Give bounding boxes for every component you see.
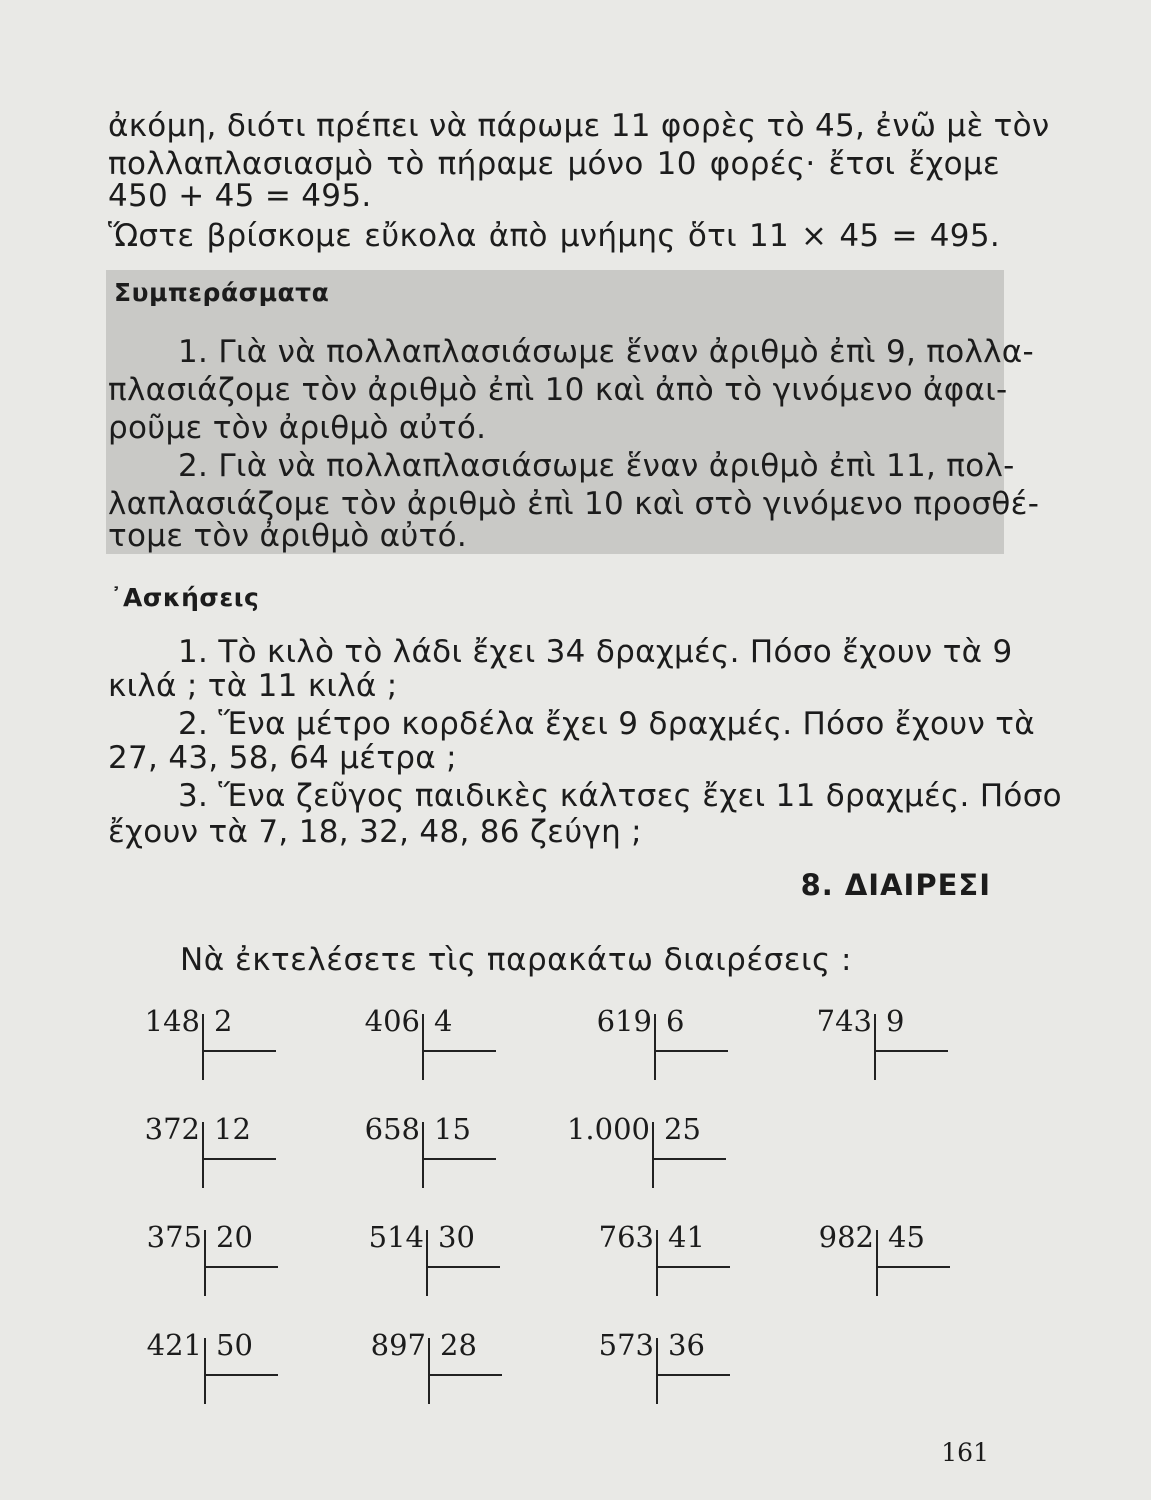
divisor: 15 xyxy=(434,1112,471,1146)
conclusion-1-line-3: ροῦμε τὸν ἀριθμὸ αὐτό. xyxy=(108,410,487,446)
dividend: 372 xyxy=(144,1112,200,1146)
dividend: 1.000 xyxy=(566,1112,650,1146)
division-problem xyxy=(354,1328,534,1408)
division-bar-horizontal xyxy=(430,1374,502,1376)
dividend: 375 xyxy=(146,1220,202,1254)
intro-line-1: ἀκόμη, διότι πρέπει νὰ πάρωμε 11 φορὲς τὸ 45, ἐνῶ μὲ τὸν xyxy=(108,108,1050,144)
division-problem xyxy=(352,1220,532,1300)
division-bar-horizontal xyxy=(428,1266,500,1268)
division-problem xyxy=(130,1328,310,1408)
division-bar-horizontal xyxy=(424,1050,496,1052)
divisor: 2 xyxy=(214,1004,233,1038)
division-problem xyxy=(566,1112,758,1192)
division-problem xyxy=(348,1112,528,1192)
division-bar-vertical xyxy=(652,1122,654,1188)
division-problem xyxy=(130,1220,310,1300)
division-bar-vertical xyxy=(654,1014,656,1080)
dividend: 743 xyxy=(816,1004,872,1038)
conclusion-2-line-2: λαπλασιάζομε τὸν ἀριθμὸ ἐπὶ 10 καὶ στὸ γινόμενο προσθέ- xyxy=(108,486,1040,522)
division-problem xyxy=(128,1112,308,1192)
exercise-2-line-2: 27, 43, 58, 64 μέτρα ; xyxy=(108,740,457,776)
division-bar-horizontal xyxy=(206,1374,278,1376)
exercises-title: ᾿Ασκήσεις xyxy=(110,583,260,612)
division-bar-vertical xyxy=(202,1014,204,1080)
division-bar-vertical xyxy=(202,1122,204,1188)
divisor: 25 xyxy=(664,1112,701,1146)
exercise-3-line-2: ἔχουν τὰ 7, 18, 32, 48, 86 ζεύγη ; xyxy=(108,814,642,850)
division-bar-horizontal xyxy=(876,1050,948,1052)
divisor: 41 xyxy=(668,1220,705,1254)
division-problem xyxy=(800,1004,980,1084)
division-problem xyxy=(802,1220,982,1300)
division-bar-horizontal xyxy=(424,1158,496,1160)
dividend: 619 xyxy=(596,1004,652,1038)
dividend: 763 xyxy=(598,1220,654,1254)
division-bar-vertical xyxy=(428,1338,430,1404)
division-bar-vertical xyxy=(204,1230,206,1296)
dividend: 514 xyxy=(368,1220,424,1254)
division-bar-horizontal xyxy=(204,1050,276,1052)
dividend: 897 xyxy=(370,1328,426,1362)
dividend: 406 xyxy=(364,1004,420,1038)
intro-line-2: πολλαπλασιασμὸ τὸ πήραμε μόνο 10 φορές· ἔτσι ἔχομε xyxy=(108,146,1000,182)
division-problem xyxy=(348,1004,528,1084)
divisor: 12 xyxy=(214,1112,251,1146)
divisor: 20 xyxy=(216,1220,253,1254)
exercise-2-line-1: 2. Ἕνα μέτρο κορδέλα ἔχει 9 δραχμές. Πόσο ἔχουν τὰ xyxy=(178,706,1035,742)
division-bar-vertical xyxy=(656,1338,658,1404)
division-bar-vertical xyxy=(426,1230,428,1296)
intro-line-3: 450 + 45 = 495. xyxy=(108,178,372,214)
division-problem xyxy=(582,1220,762,1300)
exercise-3-line-1: 3. Ἕνα ζεῦγος παιδικὲς κάλτσες ἔχει 11 δραχμές. Πόσο xyxy=(178,778,1062,814)
divisor: 6 xyxy=(666,1004,685,1038)
division-bar-vertical xyxy=(656,1230,658,1296)
intro-line-4: Ὥστε βρίσκομε εὔκολα ἀπὸ μνήμης ὅτι 11 × 45 = 495. xyxy=(108,218,1000,254)
division-bar-vertical xyxy=(204,1338,206,1404)
conclusion-1-line-1: 1. Γιὰ νὰ πολλαπλασιάσωμε ἕναν ἀριθμὸ ἐπὶ 9, πολλα- xyxy=(178,334,1035,370)
divisor: 4 xyxy=(434,1004,453,1038)
division-bar-horizontal xyxy=(658,1266,730,1268)
conclusions-title: Συμπεράσματα xyxy=(114,278,330,307)
division-bar-horizontal xyxy=(204,1158,276,1160)
divisor: 28 xyxy=(440,1328,477,1362)
division-bar-horizontal xyxy=(656,1050,728,1052)
divisor: 30 xyxy=(438,1220,475,1254)
page-number: 161 xyxy=(941,1438,989,1467)
divisor: 36 xyxy=(668,1328,705,1362)
division-problem xyxy=(128,1004,308,1084)
division-bar-vertical xyxy=(422,1014,424,1080)
dividend: 421 xyxy=(146,1328,202,1362)
chapter-title: 8. ΔΙΑΙΡΕΣΙ xyxy=(800,868,991,902)
division-bar-horizontal xyxy=(878,1266,950,1268)
conclusion-1-line-2: πλασιάζομε τὸν ἀριθμὸ ἐπὶ 10 καὶ ἀπὸ τὸ γινόμενο ἀφαι- xyxy=(108,372,1008,408)
division-bar-vertical xyxy=(876,1230,878,1296)
conclusion-2-line-3: τομε τὸν ἀριθμὸ αὐτό. xyxy=(108,518,468,554)
dividend: 573 xyxy=(598,1328,654,1362)
division-problem xyxy=(580,1004,760,1084)
dividend: 982 xyxy=(818,1220,874,1254)
division-bar-horizontal xyxy=(206,1266,278,1268)
division-bar-horizontal xyxy=(654,1158,726,1160)
divisor: 9 xyxy=(886,1004,905,1038)
dividend: 658 xyxy=(364,1112,420,1146)
exercise-1-line-1: 1. Τὸ κιλὸ τὸ λάδι ἔχει 34 δραχμές. Πόσο ἔχουν τὰ 9 xyxy=(178,634,1013,670)
conclusion-2-line-1: 2. Γιὰ νὰ πολλαπλασιάσωμε ἕναν ἀριθμὸ ἐπὶ 11, πολ- xyxy=(178,448,1015,484)
division-bar-horizontal xyxy=(658,1374,730,1376)
dividend: 148 xyxy=(144,1004,200,1038)
division-instruction: Νὰ ἐκτελέσετε τὶς παρακάτω διαιρέσεις : xyxy=(180,942,852,978)
division-bar-vertical xyxy=(422,1122,424,1188)
division-bar-vertical xyxy=(874,1014,876,1080)
divisor: 50 xyxy=(216,1328,253,1362)
divisor: 45 xyxy=(888,1220,925,1254)
division-problem xyxy=(582,1328,762,1408)
exercise-1-line-2: κιλά ; τὰ 11 κιλά ; xyxy=(108,668,398,704)
